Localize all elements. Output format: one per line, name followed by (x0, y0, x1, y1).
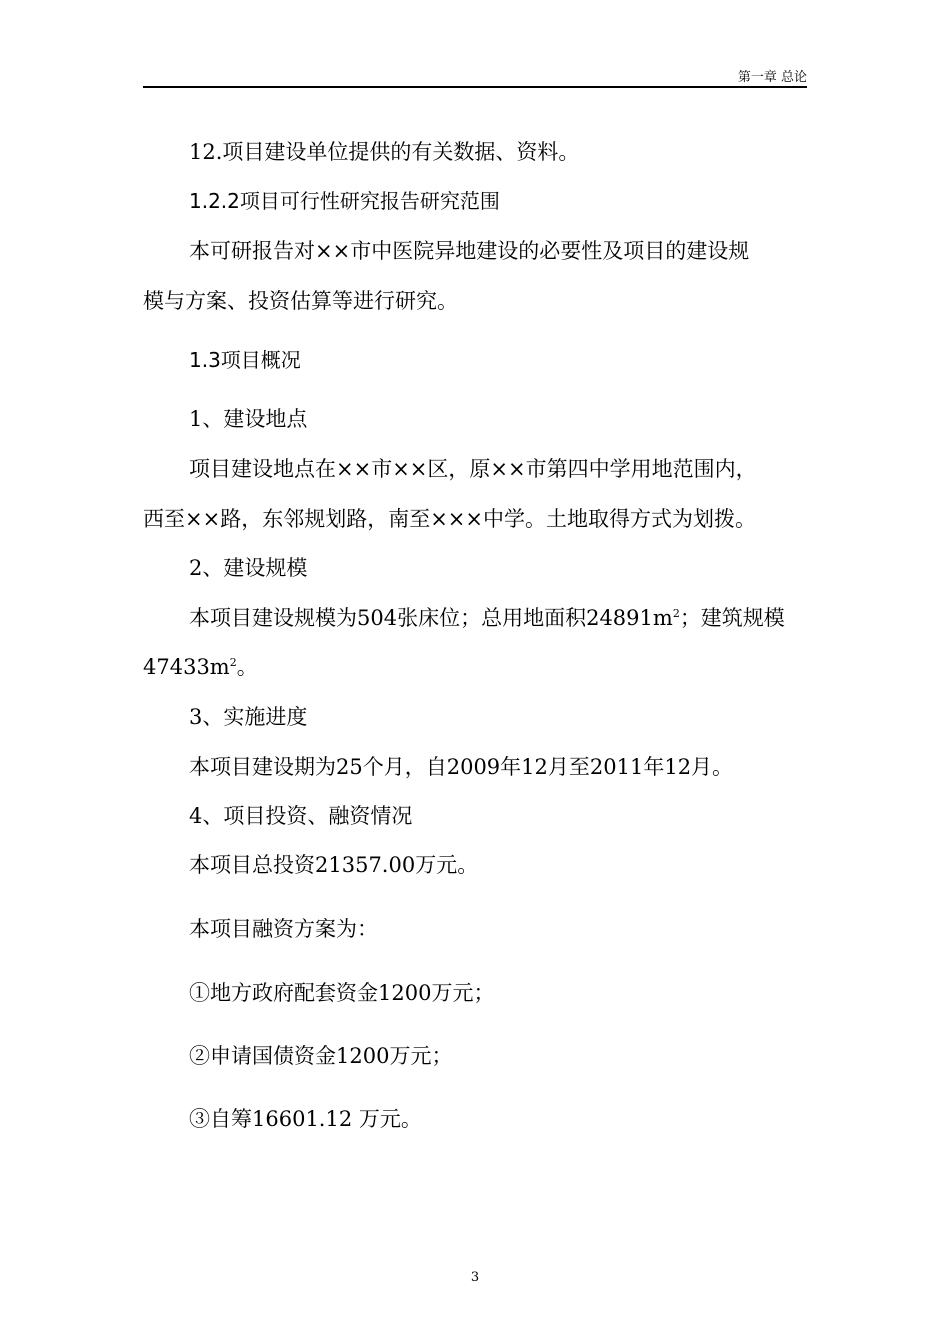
section-1-title: 1、建设地点 (189, 407, 308, 431)
chapter-title: 第一章 总论 (737, 70, 807, 85)
section-1-line-2: 西至××路，东邻规划路，南至×××中学。土地取得方式为划拨。 (143, 507, 756, 531)
section-4-title: 4、项目投资、融资情况 (189, 804, 413, 828)
heading-1-2-2: 1.2.2项目可行性研究报告研究范围 (189, 189, 500, 213)
scope-line-2: 模与方案、投资估算等进行研究。 (143, 289, 458, 313)
page-number: 3 (470, 1270, 480, 1285)
area-text-a: 47433m (143, 655, 230, 679)
section-2-title: 2、建设规模 (189, 556, 308, 580)
section-3-title: 3、实施进度 (189, 705, 308, 729)
section-1-line-1: 项目建设地点在××市××区，原××市第四中学用地范围内， (189, 457, 757, 481)
superscript-2: 2 (672, 607, 680, 620)
scale-text-b: ；建筑规模 (679, 606, 785, 630)
financing-item-1: ①地方政府配套资金1200万元； (189, 981, 495, 1005)
area-text-b: 。 (236, 655, 258, 679)
total-investment: 本项目总投资21357.00万元。 (189, 853, 479, 877)
page-header (143, 64, 807, 88)
section-3-line-1: 本项目建设期为25个月，自2009年12月至2011年12月。 (189, 755, 734, 779)
superscript-2: 2 (229, 656, 237, 669)
section-2-line-1 (189, 603, 785, 633)
section-2-line-2 (143, 652, 258, 682)
item-12: 12.项目建设单位提供的有关数据、资料。 (189, 140, 580, 164)
financing-item-2: ②申请国债资金1200万元； (189, 1044, 453, 1068)
financing-item-3: ③自筹16601.12 万元。 (189, 1107, 422, 1131)
scale-text-a: 本项目建设规模为504张床位；总用地面积24891m (189, 606, 673, 630)
heading-1-3: 1.3项目概况 (189, 348, 301, 372)
financing-plan-intro: 本项目融资方案为： (189, 917, 378, 941)
scope-line-1: 本可研报告对××市中医院异地建设的必要性及项目的建设规 (189, 239, 750, 263)
